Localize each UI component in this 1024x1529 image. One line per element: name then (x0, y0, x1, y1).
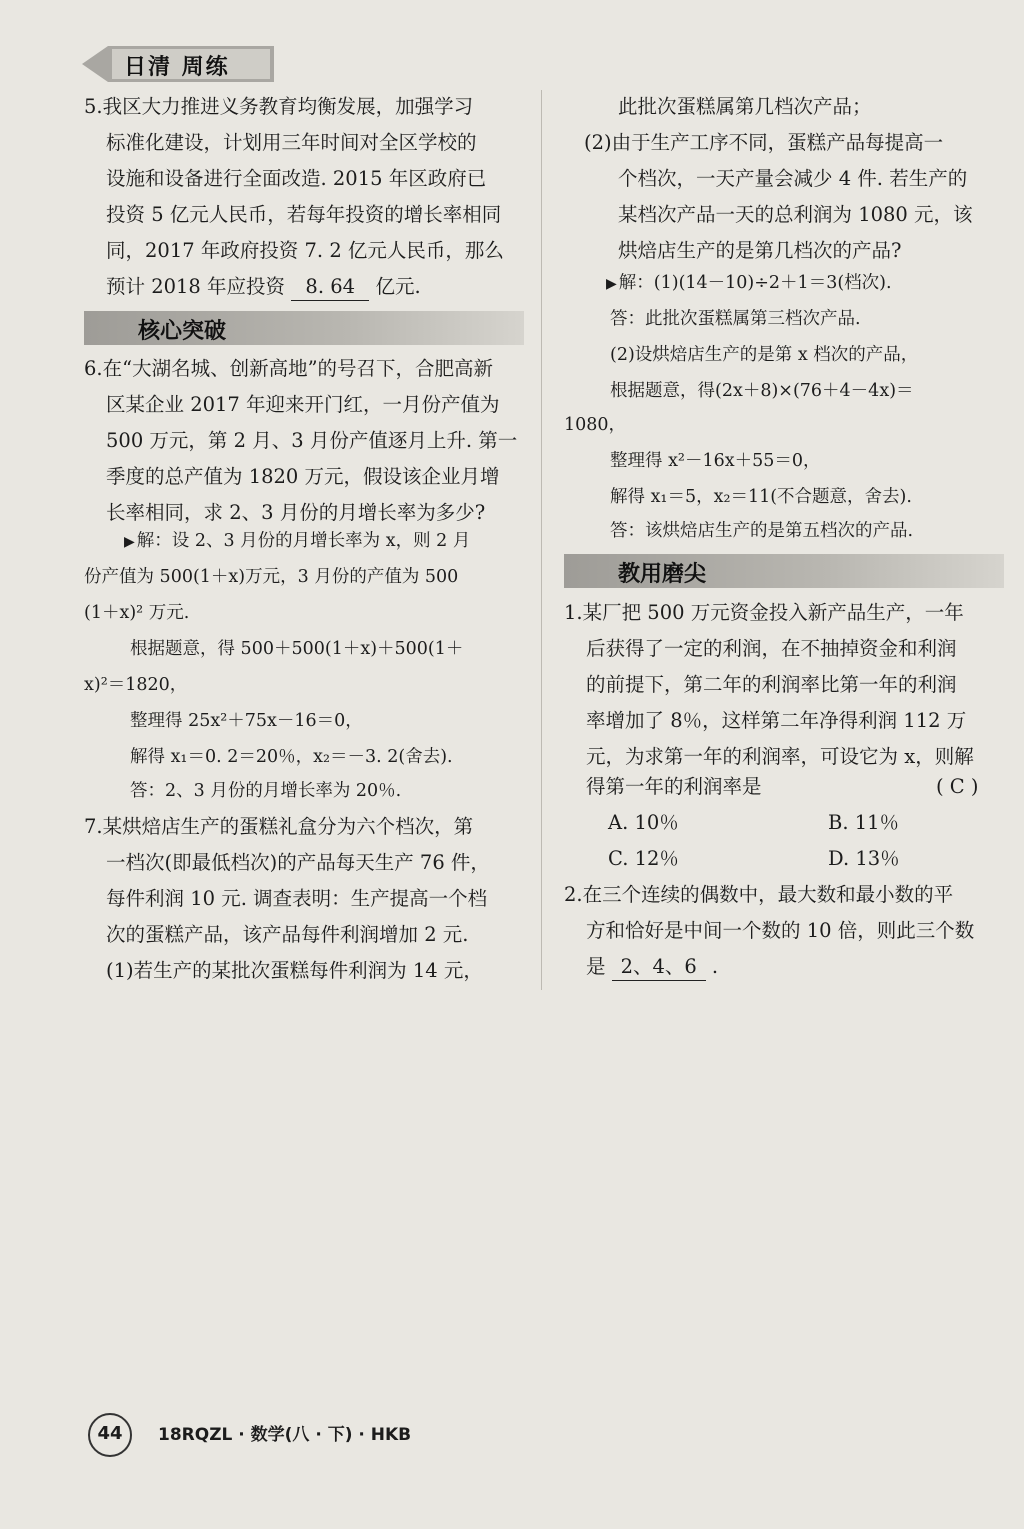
q5-prefix: 预计 2018 年应投资 (106, 275, 286, 298)
q7-solution-line: 根据题意，得(2x＋8)×(76＋4－4x)＝ (610, 381, 914, 401)
q6-line: 6.在“大湖名城、创新高地”的号召下，合肥高新 (84, 357, 494, 380)
p1-answer: ( C ) (936, 775, 979, 798)
q7-line: 次的蛋糕产品，该产品每件利润增加 2 元. (106, 923, 469, 946)
q7-solution-line: 1080， (564, 415, 627, 435)
p1-line: 率增加了 8％，这样第二年净得利润 112 万 (586, 709, 967, 732)
q7-cont-line: 个档次，一天产量会减少 4 件. 若生产的 (618, 167, 968, 190)
p2-line: 方和恰好是中间一个数的 10 倍，则此三个数 (586, 919, 975, 942)
p1-option-c: C. 12％ (608, 847, 679, 870)
q7-solution-line: (2)设烘焙店生产的是第 x 档次的产品， (610, 345, 919, 365)
header-tab (82, 46, 274, 82)
q6-solution-line: 解得 x₁＝0. 2＝20％，x₂＝－3. 2(舍去). (130, 747, 453, 767)
p2-last-line (586, 954, 718, 981)
q7-solution-line: 解得 x₁＝5，x₂＝11(不合题意，舍去). (610, 487, 912, 507)
column-divider (541, 90, 542, 990)
q6-solution-line: 份产值为 500(1＋x)万元，3 月份的产值为 500 (84, 567, 459, 587)
q7-line: 每件利润 10 元. 调查表明：生产提高一个档 (106, 887, 488, 910)
section-header-teaching (564, 554, 1004, 588)
q6-solution-line (124, 528, 470, 555)
q6-solution-line: (1＋x)² 万元. (84, 603, 190, 623)
q6-line: 区某企业 2017 年迎来开门红，一月份产值为 (106, 393, 500, 416)
q6-solution-line: x)²＝1820， (84, 675, 188, 695)
q5-answer: 8. 64 (291, 274, 369, 301)
q5-line: 5.我区大力推进义务教育均衡发展，加强学习 (84, 95, 474, 118)
book-code: 18RQZL · 数学(八 · 下) · HKB (158, 1425, 412, 1445)
q7-cont-line: 烘焙店生产的是第几档次的产品? (618, 239, 902, 262)
section-title: 核心突破 (138, 319, 227, 344)
header-title: 日清 周练 (124, 55, 230, 80)
p2-prefix: 是 (586, 955, 606, 978)
p1-option-b: B. 11％ (828, 811, 900, 834)
q7-solution-text: 解：(1)(14－10)÷2＋1＝3(档次). (618, 273, 892, 293)
q7-solution-line (606, 270, 892, 297)
section-header-core (84, 311, 524, 345)
p1-last-line: 得第一年的利润率是 (586, 775, 762, 798)
p1-line: 1.某厂把 500 万元资金投入新产品生产，一年 (564, 601, 964, 624)
q7-cont-line: 此批次蛋糕属第几档次产品； (618, 95, 872, 118)
q7-solution-line: 答：该烘焙店生产的是第五档次的产品. (610, 521, 914, 541)
section-title: 教用磨尖 (618, 562, 707, 587)
q7-solution-line: 答：此批次蛋糕属第三档次产品. (610, 309, 861, 329)
page-number: 44 (88, 1413, 132, 1457)
q6-solution-line: 答：2、3 月份的月增长率为 20％. (130, 781, 402, 801)
q5-last-line (106, 274, 421, 301)
q7-line: 一档次(即最低档次)的产品每天生产 76 件， (106, 851, 490, 874)
p2-suffix: . (711, 955, 719, 978)
p2-line: 2.在三个连续的偶数中，最大数和最小数的平 (564, 883, 954, 906)
q5-line: 同，2017 年政府投资 7. 2 亿元人民币，那么 (106, 239, 504, 262)
p2-answer: 2、4、6 (612, 954, 706, 981)
p1-line: 元，为求第一年的利润率，可设它为 x，则解 (586, 745, 974, 768)
q6-line: 500 万元，第 2 月、3 月份产值逐月上升. 第一 (106, 429, 518, 452)
arrow-icon: ▶ (606, 276, 617, 292)
q6-solution-line: 根据题意，得 500＋500(1＋x)＋500(1＋ (130, 639, 464, 659)
p1-line: 的前提下，第二年的利润率比第一年的利润 (586, 673, 957, 696)
p1-option-a: A. 10％ (608, 811, 679, 834)
p1-option-d: D. 13％ (828, 847, 900, 870)
q7-cont-line: 某档次产品一天的总利润为 1080 元，该 (618, 203, 973, 226)
q7-solution-line: 整理得 x²－16x＋55＝0， (610, 451, 821, 471)
q7-cont-line: (2)由于生产工序不同，蛋糕产品每提高一 (584, 131, 944, 154)
q5-line: 设施和设备进行全面改造. 2015 年区政府已 (106, 167, 487, 190)
q5-line: 投资 5 亿元人民币，若每年投资的增长率相同 (106, 203, 502, 226)
q7-line: 7.某烘焙店生产的蛋糕礼盒分为六个档次，第 (84, 815, 474, 838)
q6-line: 季度的总产值为 1820 万元，假设该企业月增 (106, 465, 500, 488)
q6-solution-text: 解：设 2、3 月份的月增长率为 x，则 2 月 (136, 531, 471, 551)
q5-line: 标准化建设，计划用三年时间对全区学校的 (106, 131, 477, 154)
q5-suffix: 亿元. (375, 275, 421, 298)
q6-solution-line: 整理得 25x²＋75x－16＝0， (130, 711, 363, 731)
p1-line: 后获得了一定的利润，在不抽掉资金和利润 (586, 637, 957, 660)
q6-line: 长率相同，求 2、3 月份的月增长率为多少? (106, 501, 486, 524)
arrow-icon: ▶ (124, 534, 135, 550)
q7-line: (1)若生产的某批次蛋糕每件利润为 14 元， (106, 959, 483, 982)
